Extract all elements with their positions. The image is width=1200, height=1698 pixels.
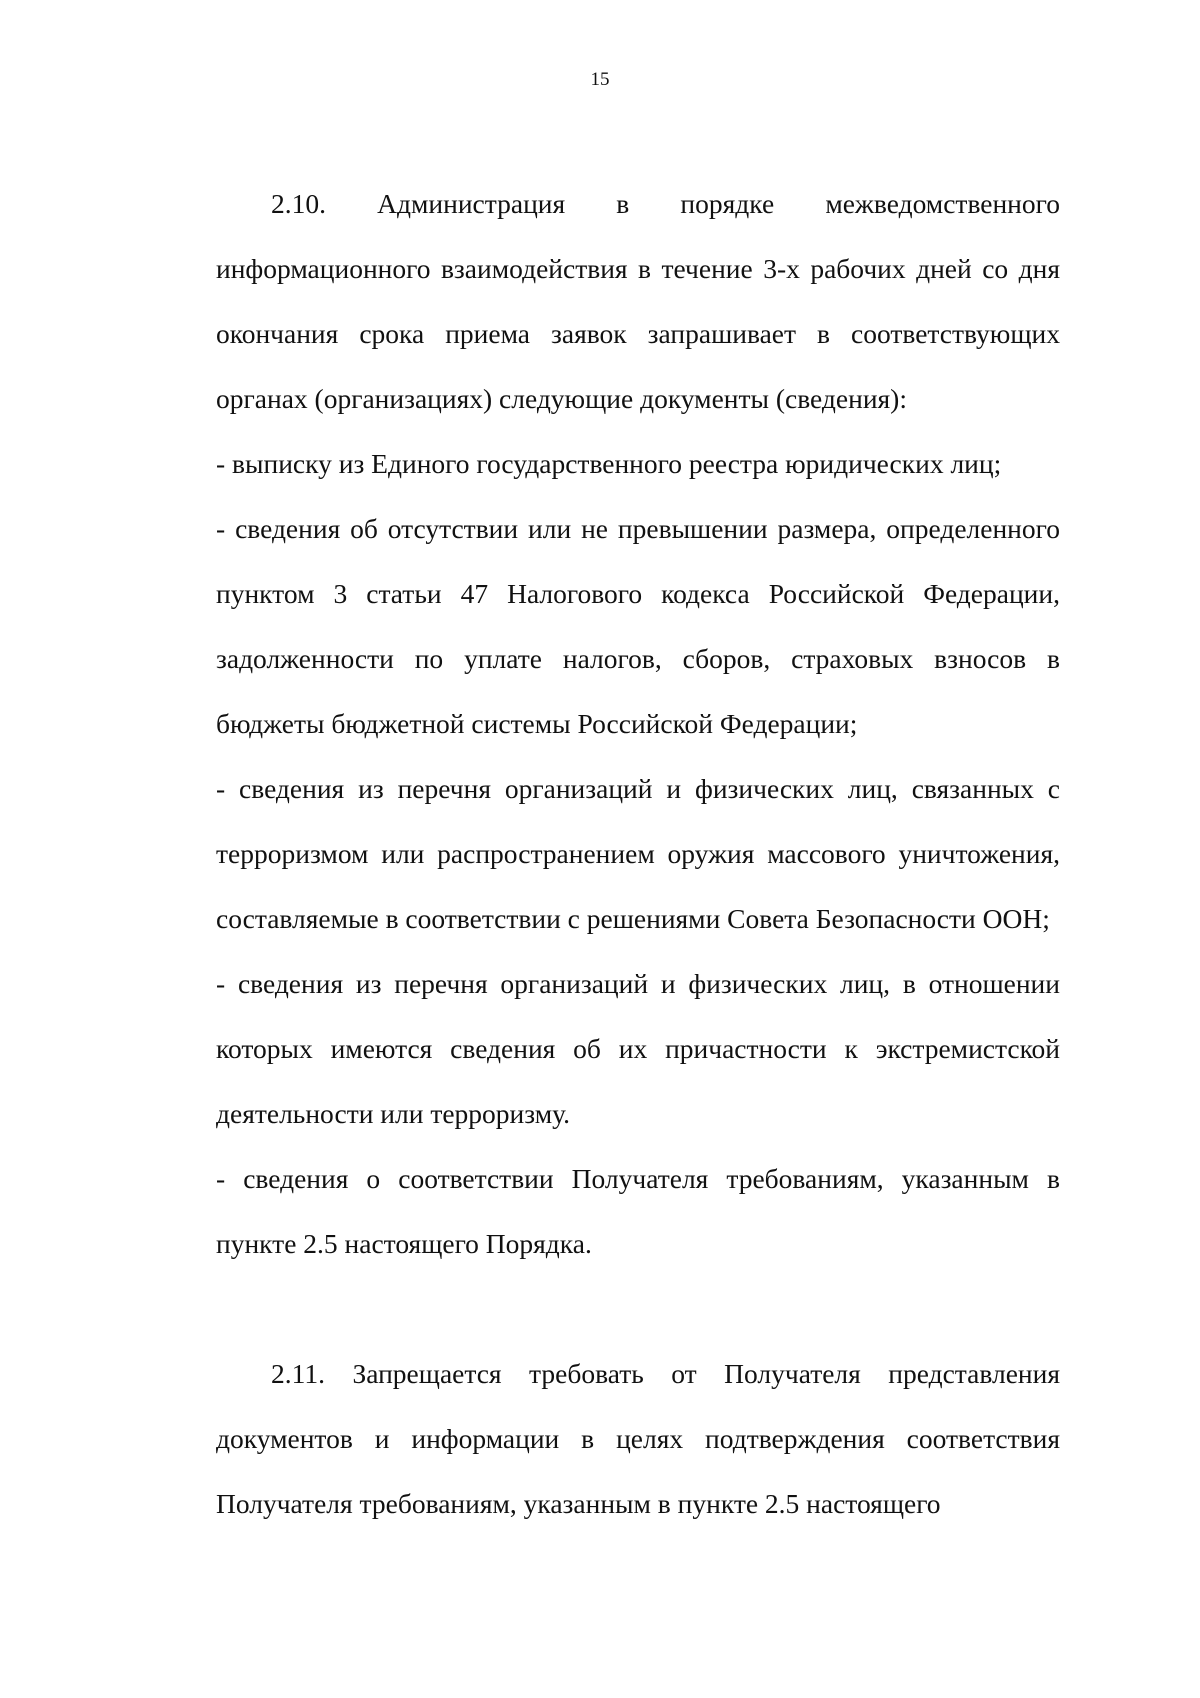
list-item-recipient-compliance-info: - сведения о соответствии Получателя требованиям, указанным в пункте 2.5 настоящего Порядка. bbox=[216, 1163, 1060, 1259]
list-item-extremism-list-info: - сведения из перечня организаций и физических лиц, в отношении которых имеются сведения об их причастности к экстремистской деятельности или терроризму. bbox=[216, 968, 1060, 1129]
list-item-tax-debt-info: - сведения об отсутствии или не превышении размера, определенного пунктом 3 статьи 47 Налогового кодекса Российской Федерации, задолженности по уплате налогов, сборов, страховых взносов в бюджеты бюджетной системы Российской Федерации; bbox=[216, 513, 1060, 739]
paragraph-2-10-intro: 2.10. Администрация в порядке межведомственного информационного взаимодействия в течение 3-х рабочих дней со дня окончания срока приема заявок запрашивает в соответствующих органах (организациях) следующие документы (сведения): bbox=[216, 188, 1060, 414]
section-spacer bbox=[216, 1276, 1060, 1341]
paragraph-2-11: 2.11. Запрещается требовать от Получателя представления документов и информации в целях подтверждения соответствия Получателя требованиям, указанным в пункте 2.5 настоящего bbox=[216, 1358, 1060, 1519]
list-item-terrorism-list-info: - сведения из перечня организаций и физических лиц, связанных с терроризмом или распространением оружия массового уничтожения, составляемые в соответствии с решениями Совета Безопасности ООН; bbox=[216, 773, 1060, 934]
page-number: 15 bbox=[590, 69, 610, 90]
list-item-egrul-extract: - выписку из Единого государственного реестра юридических лиц; bbox=[216, 448, 1002, 479]
document-body bbox=[216, 171, 1060, 1536]
